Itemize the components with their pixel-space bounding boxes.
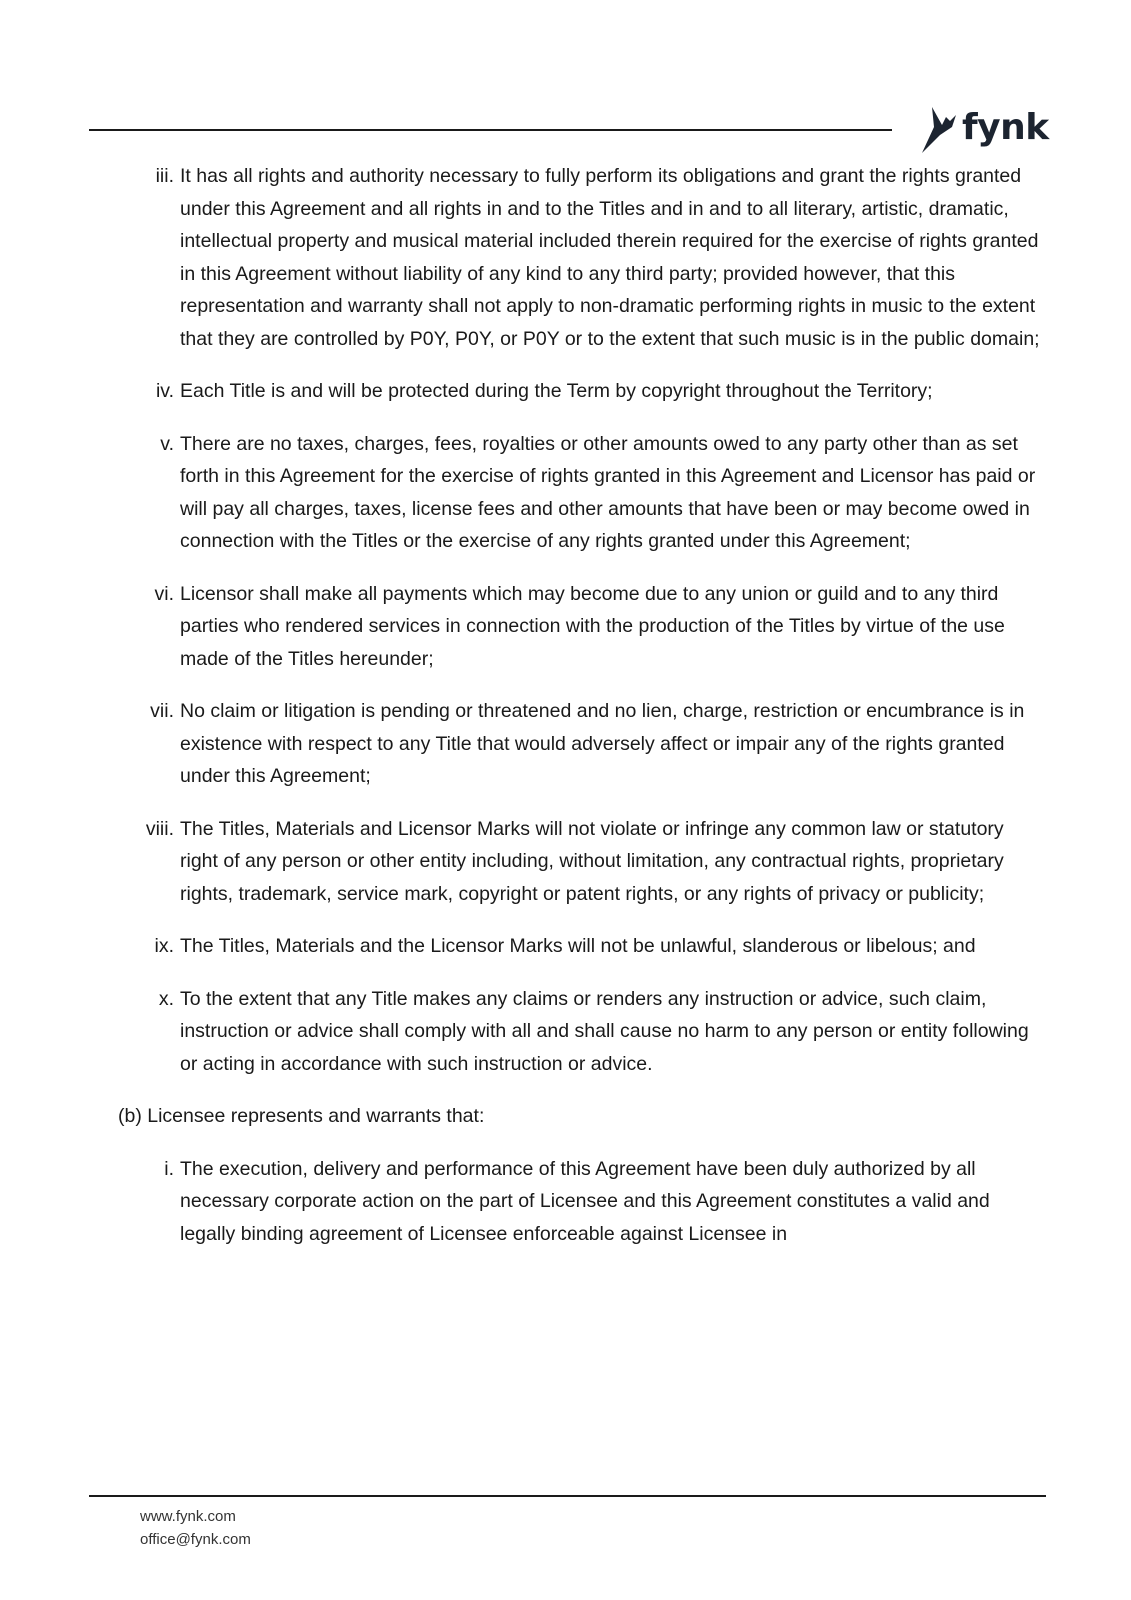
logo <box>918 104 1049 156</box>
item-text: There are no taxes, charges, fees, royalties or other amounts owed to any party other than as set forth in this Agreement for the exercise of rights granted in this Agreement and Licensor has paid or will pay all charges, taxes, license fees and other amounts that have been or may become owed in connection with the Titles or the exercise of any rights granted under this Agreement; <box>180 432 1036 552</box>
list-item <box>0 930 1131 963</box>
list-item <box>0 375 1131 408</box>
fynk-bird-icon <box>918 105 958 155</box>
item-text: The execution, delivery and performance of this Agreement have been duly authorized by all necessary corporate action on the part of Licensee and this Agreement constitutes a valid and legally binding agreement of Licensee enforceable against Licensee in <box>180 1157 990 1245</box>
list-item <box>0 578 1131 676</box>
item-number: v. <box>160 432 174 455</box>
item-text: It has all rights and authority necessary to fully perform its obligations and grant the rights granted under this Agreement and all rights in and to the Titles and in and to all literary, artistic, dramatic, intellectual property and musical material included therein required for the exercise of rights granted in this Agreement without liability of any kind to any third party; provided however, that this representation and warranty shall not apply to non-dramatic performing rights in music to the extent that they are controlled by P0Y, P0Y, or P0Y or to the extent that such music is in the public domain; <box>180 165 1040 350</box>
footer <box>140 1505 251 1551</box>
document-body <box>0 160 1131 1270</box>
item-text: The Titles, Materials and the Licensor Marks will not be unlawful, slanderous or libelous; and <box>180 935 976 957</box>
footer-rule <box>89 1495 1046 1497</box>
header-rule <box>89 129 892 131</box>
list-item <box>0 983 1131 1081</box>
list-item <box>0 160 1131 355</box>
item-number: ix. <box>154 935 174 957</box>
item-text: The Titles, Materials and Licensor Marks will not violate or infringe any common law or statutory right of any person or other entity including, without limitation, any contractual rights, proprietary rights, trademark, service mark, copyright or patent rights, or any rights of privacy or publicity; <box>180 817 1004 905</box>
footer-website-link[interactable]: www.fynk.com <box>140 1508 236 1525</box>
item-number: iv. <box>155 380 174 402</box>
list-item <box>0 1153 1131 1251</box>
item-number: iii. <box>155 165 174 187</box>
list-item <box>0 695 1131 793</box>
item-text: Each Title is and will be protected during the Term by copyright throughout the Territory; <box>180 380 933 402</box>
logo-text: fynk <box>962 107 1049 148</box>
item-number: i. <box>164 1157 174 1180</box>
item-number: vii. <box>150 700 174 722</box>
item-text: To the extent that any Title makes any claims or renders any instruction or advice, such claim, instruction or advice shall comply with all and shall cause no harm to any person or entity following or acting in accordance with such instruction or advice. <box>180 987 1029 1075</box>
item-text: No claim or litigation is pending or threatened and no lien, charge, restriction or encumbrance is in existence with respect to any Title that would adversely affect or impair any of the rights granted under this Agreement; <box>180 700 1025 787</box>
list-item <box>0 813 1131 911</box>
item-number: viii. <box>145 817 174 840</box>
section-b-heading: (b) Licensee represents and warrants that: <box>118 1105 485 1127</box>
list-item <box>0 428 1131 558</box>
item-number: x. <box>158 987 174 1010</box>
item-number: vi. <box>154 582 174 605</box>
footer-email-link[interactable]: office@fynk.com <box>140 1531 251 1548</box>
item-text: Licensor shall make all payments which may become due to any union or guild and to any third parties who rendered services in connection with the production of the Titles by virtue of the use made of the Titles hereunder; <box>180 582 1005 670</box>
